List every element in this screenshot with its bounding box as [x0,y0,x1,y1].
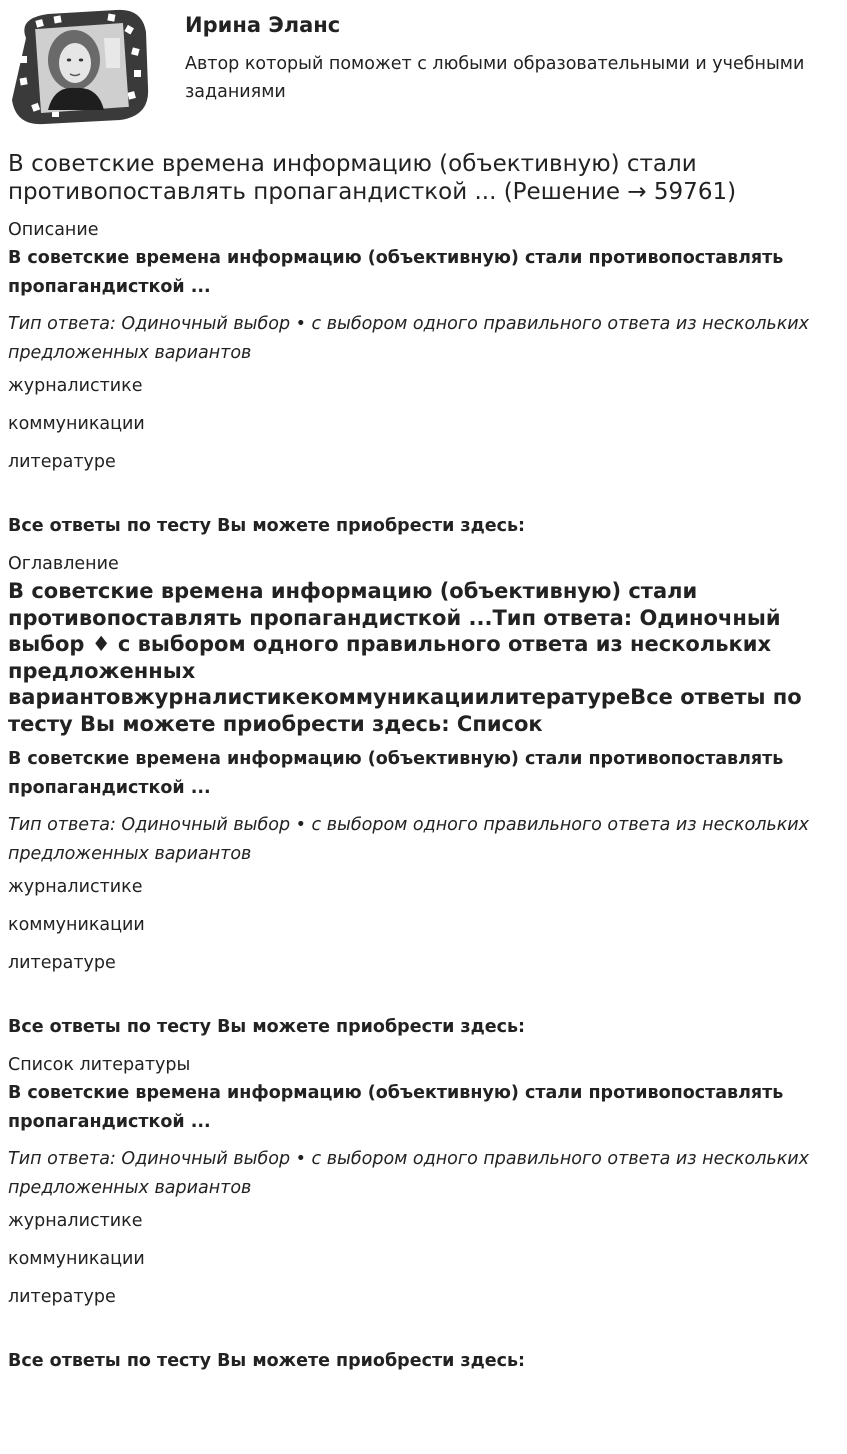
answer-options [8,875,833,975]
author-name[interactable]: Ирина Эланс [185,13,341,37]
answer-option: коммуникации [8,1249,145,1269]
bibliography-section [8,1053,833,1373]
buy-answers-text: Все ответы по тесту Вы можете приобрести здесь: [8,1017,526,1037]
answer-type: Тип ответа: Одиночный выбор • с выбором одного правильного ответа из нескольких предложенных вариантов [8,1149,810,1198]
answer-option: журналистике [8,1211,143,1231]
section-label-description: Описание [8,220,99,240]
author-avatar[interactable] [8,8,150,126]
answer-option: журналистике [8,877,143,897]
answer-type: Тип ответа: Одиночный выбор • с выбором одного правильного ответа из нескольких предложенных вариантов [8,314,810,363]
buy-answers-text: Все ответы по тесту Вы можете приобрести здесь: [8,516,526,536]
toc-section [8,552,833,1039]
page-title: В советские времена информацию (объективную) стали противопоставлять пропагандисткой ... (Решение → 59761) [8,151,737,205]
page [8,0,833,1373]
answer-option: литературе [8,953,116,973]
section-label-toc: Оглавление [8,554,119,574]
question-text: В советские времена информацию (объективную) стали противопоставлять пропагандисткой ... [8,1083,784,1132]
section-label-bibliography: Список литературы [8,1055,191,1075]
buy-answers-text: Все ответы по тесту Вы можете приобрести здесь: [8,1351,526,1371]
answer-option: журналистике [8,376,143,396]
answer-type: Тип ответа: Одиночный выбор • с выбором одного правильного ответа из нескольких предложенных вариантов [8,815,810,864]
answer-option: коммуникации [8,414,145,434]
answer-option: литературе [8,452,116,472]
question-text: В советские времена информацию (объективную) стали противопоставлять пропагандисткой ... [8,749,784,798]
question-text: В советские времена информацию (объективную) стали противопоставлять пропагандисткой ... [8,248,784,297]
author-header [8,0,833,128]
toc-heading: В советские времена информацию (объективную) стали противопоставлять пропагандисткой ...Тип ответа: Одиночный выбор ♦ с выбором одного правильного ответа из нескольких предложенных вариантовжурналистикекоммуникациилитературеВсе ответы по тесту Вы можете приобрести здесь: Список [8,579,802,736]
answer-options [8,1209,833,1309]
answer-option: коммуникации [8,915,145,935]
author-description: Автор который поможет с любыми образовательными и учебными заданиями [185,54,805,102]
answer-option: литературе [8,1287,116,1307]
answer-options [8,374,833,474]
description-section [8,218,833,538]
